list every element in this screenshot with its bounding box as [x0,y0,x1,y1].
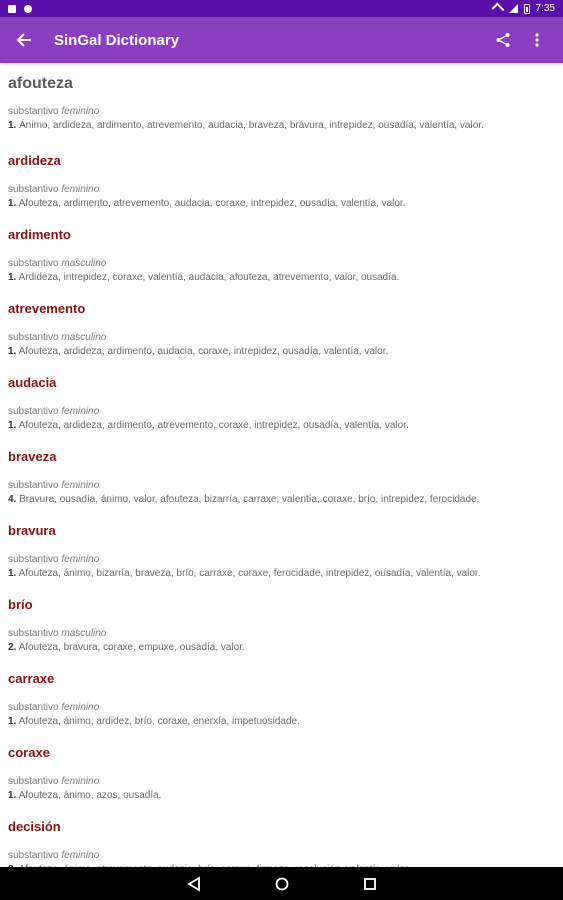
definition-number: 4. [8,494,17,505]
part-of-speech [8,331,555,345]
pos-label: substantivo [8,332,59,343]
part-of-speech [8,105,555,119]
back-button[interactable] [12,28,36,52]
entry-word-link[interactable]: audacia [8,375,57,390]
nav-recents-icon [364,878,376,890]
definition-text: Ánimo, ardideza, ardimento, atrevemento, audacia, braveza, bravura, intrepidez, ousadía, valentía, valor. [19,120,484,131]
definition-number: 1. [8,198,17,209]
list-item [8,299,555,373]
part-of-speech [8,183,555,197]
share-button[interactable] [489,26,517,54]
definition-number: 1. [8,346,17,357]
definition-number: 1. [8,790,17,801]
gender-label: feminino [61,776,100,787]
definition-text: Afouteza, ánimo, ardidez, brío, coraxe, enerxía, impetuosidade. [18,716,300,727]
definition-number: 2. [8,642,17,653]
definition-line [8,641,555,655]
definition-text: Afouteza, ardideza, ardimento, atrevemento, coraxe, intrepidez, ousadía, valentía, valor. [18,420,409,431]
nav-back-button[interactable] [185,875,203,893]
pos-label: substantivo [8,258,59,269]
nav-home-button[interactable] [273,875,291,893]
gender-label: feminino [61,106,100,117]
definition-number: 1. [8,716,17,727]
nav-recents-button[interactable] [361,875,379,893]
status-bar [0,0,563,17]
entry-word-link[interactable]: ardimento [8,227,71,242]
gender-label: feminino [61,406,100,417]
entry-word-link[interactable]: carraxe [8,671,55,686]
definition-number: 1. [8,272,17,283]
pos-label: substantivo [8,628,59,639]
part-of-speech [8,405,555,419]
share-icon [495,32,511,48]
status-notifications [8,5,32,13]
part-of-speech [8,553,555,567]
pos-label: substantivo [8,406,59,417]
list-item [8,373,555,447]
arrow-back-icon [16,32,32,48]
gender-label: masculino [61,258,107,269]
definition-line [8,789,555,803]
definition-line [8,119,555,133]
entry-word-link[interactable]: bravura [8,523,56,538]
list-item [8,151,555,225]
definition-line [8,567,555,581]
part-of-speech [8,479,555,493]
definition-line [8,271,555,285]
definition-text: Ardideza, intrepidez, coraxe, valentía, audacia, afouteza, atrevemento, valor, ousadía. [18,272,400,283]
definition-line [8,715,555,729]
entry-list [8,105,555,891]
definition-number: 1. [8,120,17,131]
list-item [8,521,555,595]
pos-label: substantivo [8,554,59,565]
nav-back-icon [188,877,200,891]
definition-text: Afouteza, bravura, coraxe, empuxe, ousadía, valor. [18,642,245,653]
gender-label: feminino [61,554,100,565]
pos-label: substantivo [8,184,59,195]
definition-line [8,345,555,359]
list-item [8,743,555,817]
definition-text: Afouteza, ardideza, ardimento, audacia, coraxe, intrepidez, ousadía, valentía, valor. [18,346,389,357]
list-item [8,669,555,743]
pos-label: substantivo [8,106,59,117]
definition-number: 1. [8,568,17,579]
definition-text: Afouteza, ánimo, azos, ousadía. [18,790,162,801]
list-item [8,447,555,521]
pos-label: substantivo [8,776,59,787]
system-nav-bar [0,867,563,900]
pos-label: substantivo [8,850,59,861]
nav-home-icon [275,877,289,891]
gender-label: feminino [61,184,100,195]
entry-word-link[interactable]: decisión [8,819,61,834]
pos-label: substantivo [8,480,59,491]
definition-text: Bravura, ousadía, ánimo, valor, afouteza, bizarría, carraxe, valentía, coraxe, brío, intrepidez, ferocidade. [19,494,480,505]
wifi-icon [491,2,504,15]
gender-label: feminino [61,702,100,713]
notification-icon [8,5,16,13]
definition-text: Afouteza, ánimo, bizarría, braveza, brío, carraxe, coraxe, ferocidade, intrepidez, ousadía, valentía, valor. [18,568,481,579]
definition-line [8,493,555,507]
entry-word-link[interactable]: brío [8,597,33,612]
part-of-speech [8,257,555,271]
definition-line [8,197,555,211]
list-item [8,595,555,669]
part-of-speech [8,775,555,789]
entry-word-link[interactable]: atrevemento [8,301,86,316]
entry-word-link[interactable]: coraxe [8,745,50,760]
app-bar [0,17,563,63]
more-options-button[interactable] [523,26,551,54]
definition-text: Afouteza, ardimento, atrevemento, audacia, coraxe, intrepidez, ousadía, valentía, valor. [18,198,406,209]
part-of-speech [8,701,555,715]
list-item [8,105,555,151]
definition-line [8,419,555,433]
headword-title: afouteza [8,75,73,92]
gender-label: masculino [61,628,107,639]
entry-word-link[interactable]: braveza [8,449,57,464]
app-title: SinGal Dictionary [54,31,180,49]
gender-label: masculino [61,332,107,343]
pos-label: substantivo [8,702,59,713]
battery-icon [524,4,530,14]
notification-icon-2 [24,5,32,13]
status-indicators [493,3,555,14]
list-item [8,225,555,299]
dictionary-content[interactable] [0,63,563,867]
part-of-speech [8,627,555,641]
gender-label: feminino [61,480,100,491]
entry-word-link[interactable]: ardideza [8,153,61,168]
definition-number: 1. [8,420,17,431]
more-vert-icon [534,32,540,48]
part-of-speech [8,849,555,863]
gender-label: feminino [61,850,100,861]
status-time: 7:35 [535,3,555,14]
signal-icon [509,4,518,13]
